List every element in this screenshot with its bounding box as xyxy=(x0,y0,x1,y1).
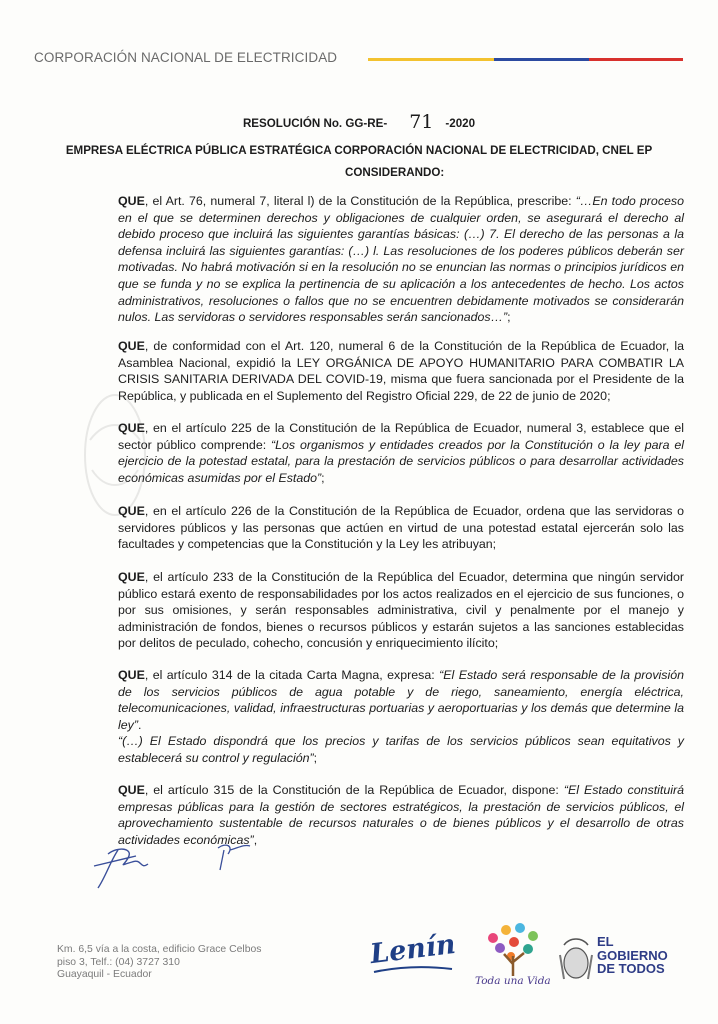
paragraph-text: , el Art. 76, numeral 7, literal l) de la Constitución de la República, prescribe: xyxy=(144,194,576,208)
paragraph-tail: . xyxy=(137,717,142,732)
resolution-number: 71 xyxy=(409,111,434,133)
address-line: Km. 6,5 vía a la costa, edificio Grace Celbos xyxy=(57,944,262,955)
gobierno-line: GOBIERNO xyxy=(597,947,668,963)
paragraph-text: , el artículo 314 de la citada Carta Magna, expresa: xyxy=(144,668,440,682)
paragraph-quote: “…En todo proceso en el que se determinen derechos y obligaciones de cualquier orden, se asegurará el derecho al debido proceso que incluirá las siguientes garantías básicas: (…) 7. El derecho de las personas a la defensa incluirá las siguientes garantías: (…) l. Las resoluciones de los poderes públicos deberán ser motivadas. No habrá motivación si en la resolución no se enuncian las normas o principios jurídicos en que se funda y no se explica la pertinencia de su aplicación a los antecedentes de hecho. Los actos administrativos, resoluciones o fallos que no se encuentren debidamente motivados se considerarán nulos. Las servidoras o servidores responsables serán sancionados…” xyxy=(118,194,684,325)
paragraph-text: , en el artículo 225 de la Constitución de la República de Ecuador, numeral 3, establece que el sector público comprende: xyxy=(118,421,684,452)
paragraph-tail: ; xyxy=(313,750,318,765)
resolution-suffix: -2020 xyxy=(445,117,476,130)
que-lead: QUE xyxy=(118,570,145,584)
el-gobierno-de-todos-logo xyxy=(597,935,668,976)
considerando-heading: CONSIDERANDO: xyxy=(345,166,445,179)
stripe-yellow xyxy=(368,58,494,61)
paragraph-tail: , xyxy=(253,832,258,847)
stripe-blue xyxy=(494,58,589,61)
lenin-logo-underline xyxy=(372,964,454,974)
considerando-paragraph-2 xyxy=(118,338,684,404)
considerando-paragraph-4 xyxy=(118,503,684,553)
gobierno-line: DE TODOS xyxy=(597,961,665,976)
que-lead: QUE xyxy=(118,421,145,435)
organization-header: CORPORACIÓN NACIONAL DE ELECTRICIDAD xyxy=(34,50,338,65)
gobierno-line: EL xyxy=(597,934,614,949)
quoted-paragraph xyxy=(118,733,684,766)
paragraph-text: , el artículo 233 de la Constitución de la República del Ecuador, determina que ningún servidor público estará exento de responsabilidades por los actos realizados en el ejercicio de sus funciones, o por sus omisiones, y serán responsables administrativa, civil y penalmente por el manejo y administración de fondos, bienes o recursos públicos y estarán sujetos a las sanciones establecidas por delitos de peculado, cohecho, concusión y enriquecimiento ilícito; xyxy=(118,570,684,651)
address-line: piso 3, Telf.: (04) 3727 310 xyxy=(57,956,180,968)
ecuador-coat-of-arms-icon xyxy=(558,935,594,983)
paragraph-quote: “El Estado constituirá empresas públicas para la gestión de sectores estratégicos, la prestación de servicios públicos, el aprovechamiento sustentable de recursos naturales o de bienes públicos y el desarrollo de otras actividades económicas” xyxy=(118,783,685,847)
stripe-red xyxy=(589,58,684,61)
paragraph-text: , de conformidad con el Art. 120, numeral 6 de la Constitución de la República de Ecuador, la Asamblea Nacional, expidió la LEY ORGÁNICA DE APOYO HUMANITARIO PARA COMBATIR LA CRISIS SANITARIA DERIVADA DEL COVID-19, misma que fuera sancionada por el Presidente de la República, y publicada en el Suplemento del Registro Oficial 229, de 22 de junio de 2020; xyxy=(118,339,684,403)
lenin-logo: Lenín xyxy=(368,928,458,971)
considerando-paragraph-5 xyxy=(118,569,684,652)
resolution-prefix: RESOLUCIÓN No. GG-RE- xyxy=(242,117,388,130)
paragraph-quote: “(…) El Estado dispondrá que los precios y tarifas de los servicios públicos sean equitativos y establecerá su control y regulación” xyxy=(118,734,684,765)
que-lead: QUE xyxy=(118,194,145,208)
toda-una-vida-tree-icon xyxy=(478,918,548,978)
header-color-stripe xyxy=(368,58,683,61)
considerando-paragraph-6 xyxy=(118,667,684,733)
toda-una-vida-label: Toda una Vida xyxy=(475,975,551,987)
considerando-paragraph-3 xyxy=(118,420,684,486)
que-lead: QUE xyxy=(118,339,145,353)
que-lead: QUE xyxy=(118,504,145,518)
company-title: EMPRESA ELÉCTRICA PÚBLICA ESTRATÉGICA CORPORACIÓN NACIONAL DE ELECTRICIDAD, CNEL EP xyxy=(65,144,653,157)
considerando-paragraph-1 xyxy=(118,193,684,326)
paragraph-tail: ; xyxy=(507,310,511,325)
faint-watermark-seal xyxy=(80,380,150,530)
paragraph-quote: “Los organismos y entidades creados por la Constitución o la ley para el ejercicio de la potestad estatal, para la prestación de servicios públicos o para desarrollar actividades económicas asumidas por el Estado” xyxy=(118,437,684,485)
paragraph-quote: “El Estado será responsable de la provisión de los servicios públicos de agua potable y de riego, saneamiento, energía eléctrica, telecomunicaciones, validad, infraestructuras portuarias y aeroportuarias y los demás que determine la ley” xyxy=(118,668,684,732)
address-line: Guayaquil - Ecuador xyxy=(57,969,152,981)
que-lead: QUE xyxy=(118,668,145,682)
resolution-title xyxy=(0,110,718,132)
paragraph-tail: ; xyxy=(321,470,325,485)
footer-address xyxy=(57,944,261,982)
que-lead: QUE xyxy=(118,783,145,797)
paragraph-text: , el artículo 315 de la Constitución de la República de Ecuador, dispone: xyxy=(144,783,564,797)
handwritten-initials-signature xyxy=(88,836,288,896)
paragraph-text: , en el artículo 226 de la Constitución de la República de Ecuador, ordena que las servidoras o servidores públicos y las personas que actúen en virtud de una potestad estatal ejercerán solo las facultades y competencias que la Constitución y la Ley les atribuyan; xyxy=(118,504,684,552)
